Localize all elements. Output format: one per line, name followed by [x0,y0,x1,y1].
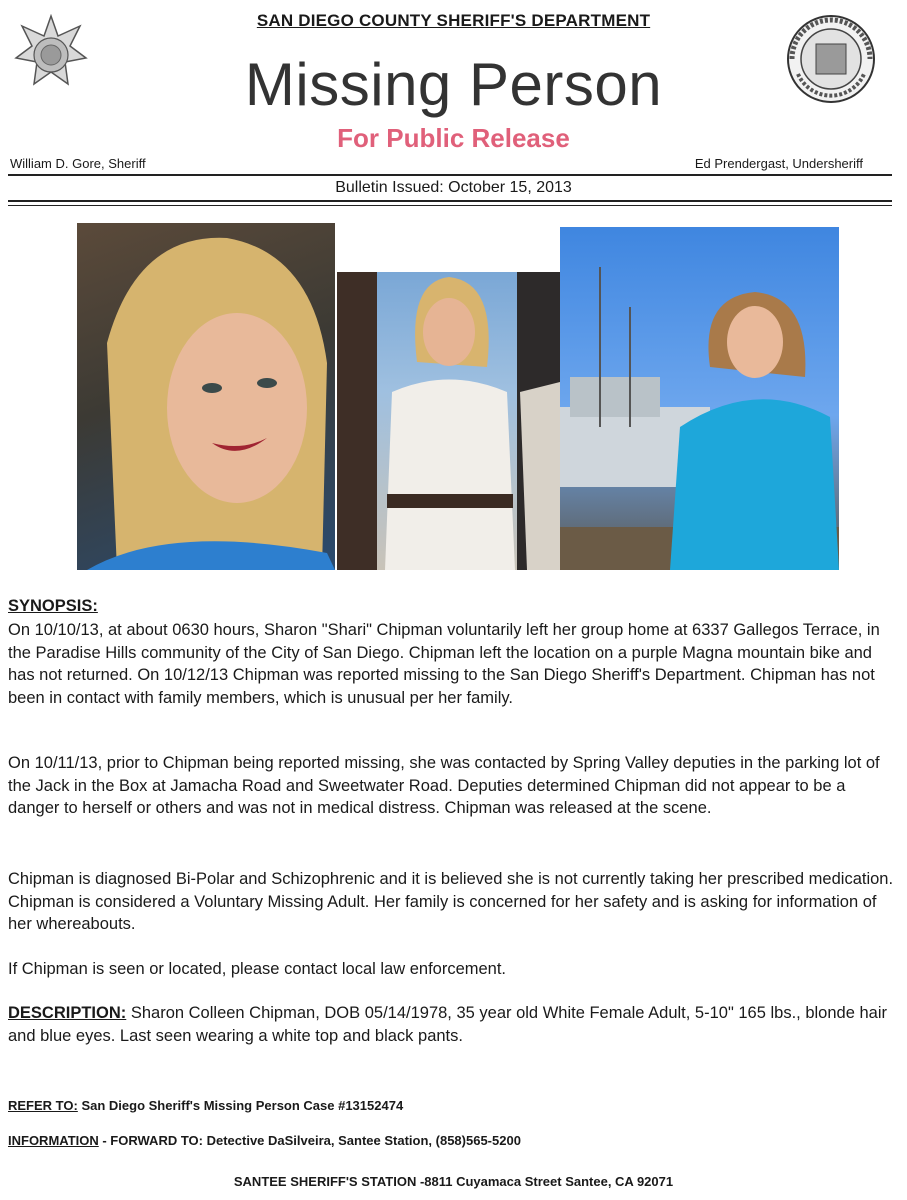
synopsis-paragraph: If Chipman is seen or located, please contact local law enforcement. [8,960,507,978]
description-text: Sharon Colleen Chipman, DOB 05/14/1978, 35 year old White Female Adult, 5-10" 165 lbs., blonde hair and blue eyes. Last seen wearing a white top and black pants. [8,1004,887,1045]
sheriff-name: William D. Gore, Sheriff [10,156,146,171]
photo-portrait-closeup [77,223,335,570]
header-divider [8,200,892,202]
information-text: - FORWARD TO: Detective DaSilveira, Santee Station, (858)565-5200 [98,1133,521,1148]
photo-harbor-blue-jacket [560,227,839,570]
department-title: SAN DIEGO COUNTY SHERIFF'S DEPARTMENT [256,11,651,30]
undersheriff-name: Ed Prendergast, Undersheriff [694,156,863,171]
page-title: Missing Person [244,51,663,118]
description-label: DESCRIPTION: [8,1004,127,1022]
refer-to-label: REFER TO: [8,1098,78,1113]
bulletin-date: Bulletin Issued: October 15, 2013 [335,179,572,196]
synopsis-paragraph: On 10/11/13, prior to Chipman being reported missing, she was contacted by Spring Valley deputies in the parking lot of the Jack in the Box at Jamacha Road and Sweetwater Road. Deputies determined Chipman did not appear to be a danger to herself or others and was not in medical distress. Chipman was released at the scene. [8,754,880,817]
description-paragraph [8,1002,896,1047]
header-divider [8,205,892,206]
information-line [8,1133,521,1148]
refer-to-line [8,1098,403,1113]
release-notice: For Public Release [337,123,570,153]
synopsis-paragraph: On 10/10/13, at about 0630 hours, Sharon "Shari" Chipman voluntarily left her group home at 6337 Gallegos Terrace, in the Paradise Hills community of the City of San Diego. Chipman left the location on a purple Magna mountain bike and has not returned. On 10/12/13 Chipman was reported missing to the San Diego Sheriff's Department. Chipman has not been in contact with family members, which is unusual per her family. [8,621,880,707]
photo-white-dress [337,272,560,570]
header-divider [8,174,892,176]
information-label: INFORMATION [8,1133,99,1148]
synopsis-paragraph: Chipman is diagnosed Bi-Polar and Schizophrenic and it is believed she is not currently taking her prescribed medication. Chipman is considered a Voluntary Missing Adult. Her family is concerned for her safety and is asking for information of her whereabouts. [8,870,894,933]
refer-to-text: San Diego Sheriff's Missing Person Case #13152474 [77,1098,404,1113]
station-address: SANTEE SHERIFF'S STATION -8811 Cuyamaca Street Santee, CA 92071 [233,1174,674,1189]
synopsis-heading: SYNOPSIS: [8,597,98,615]
